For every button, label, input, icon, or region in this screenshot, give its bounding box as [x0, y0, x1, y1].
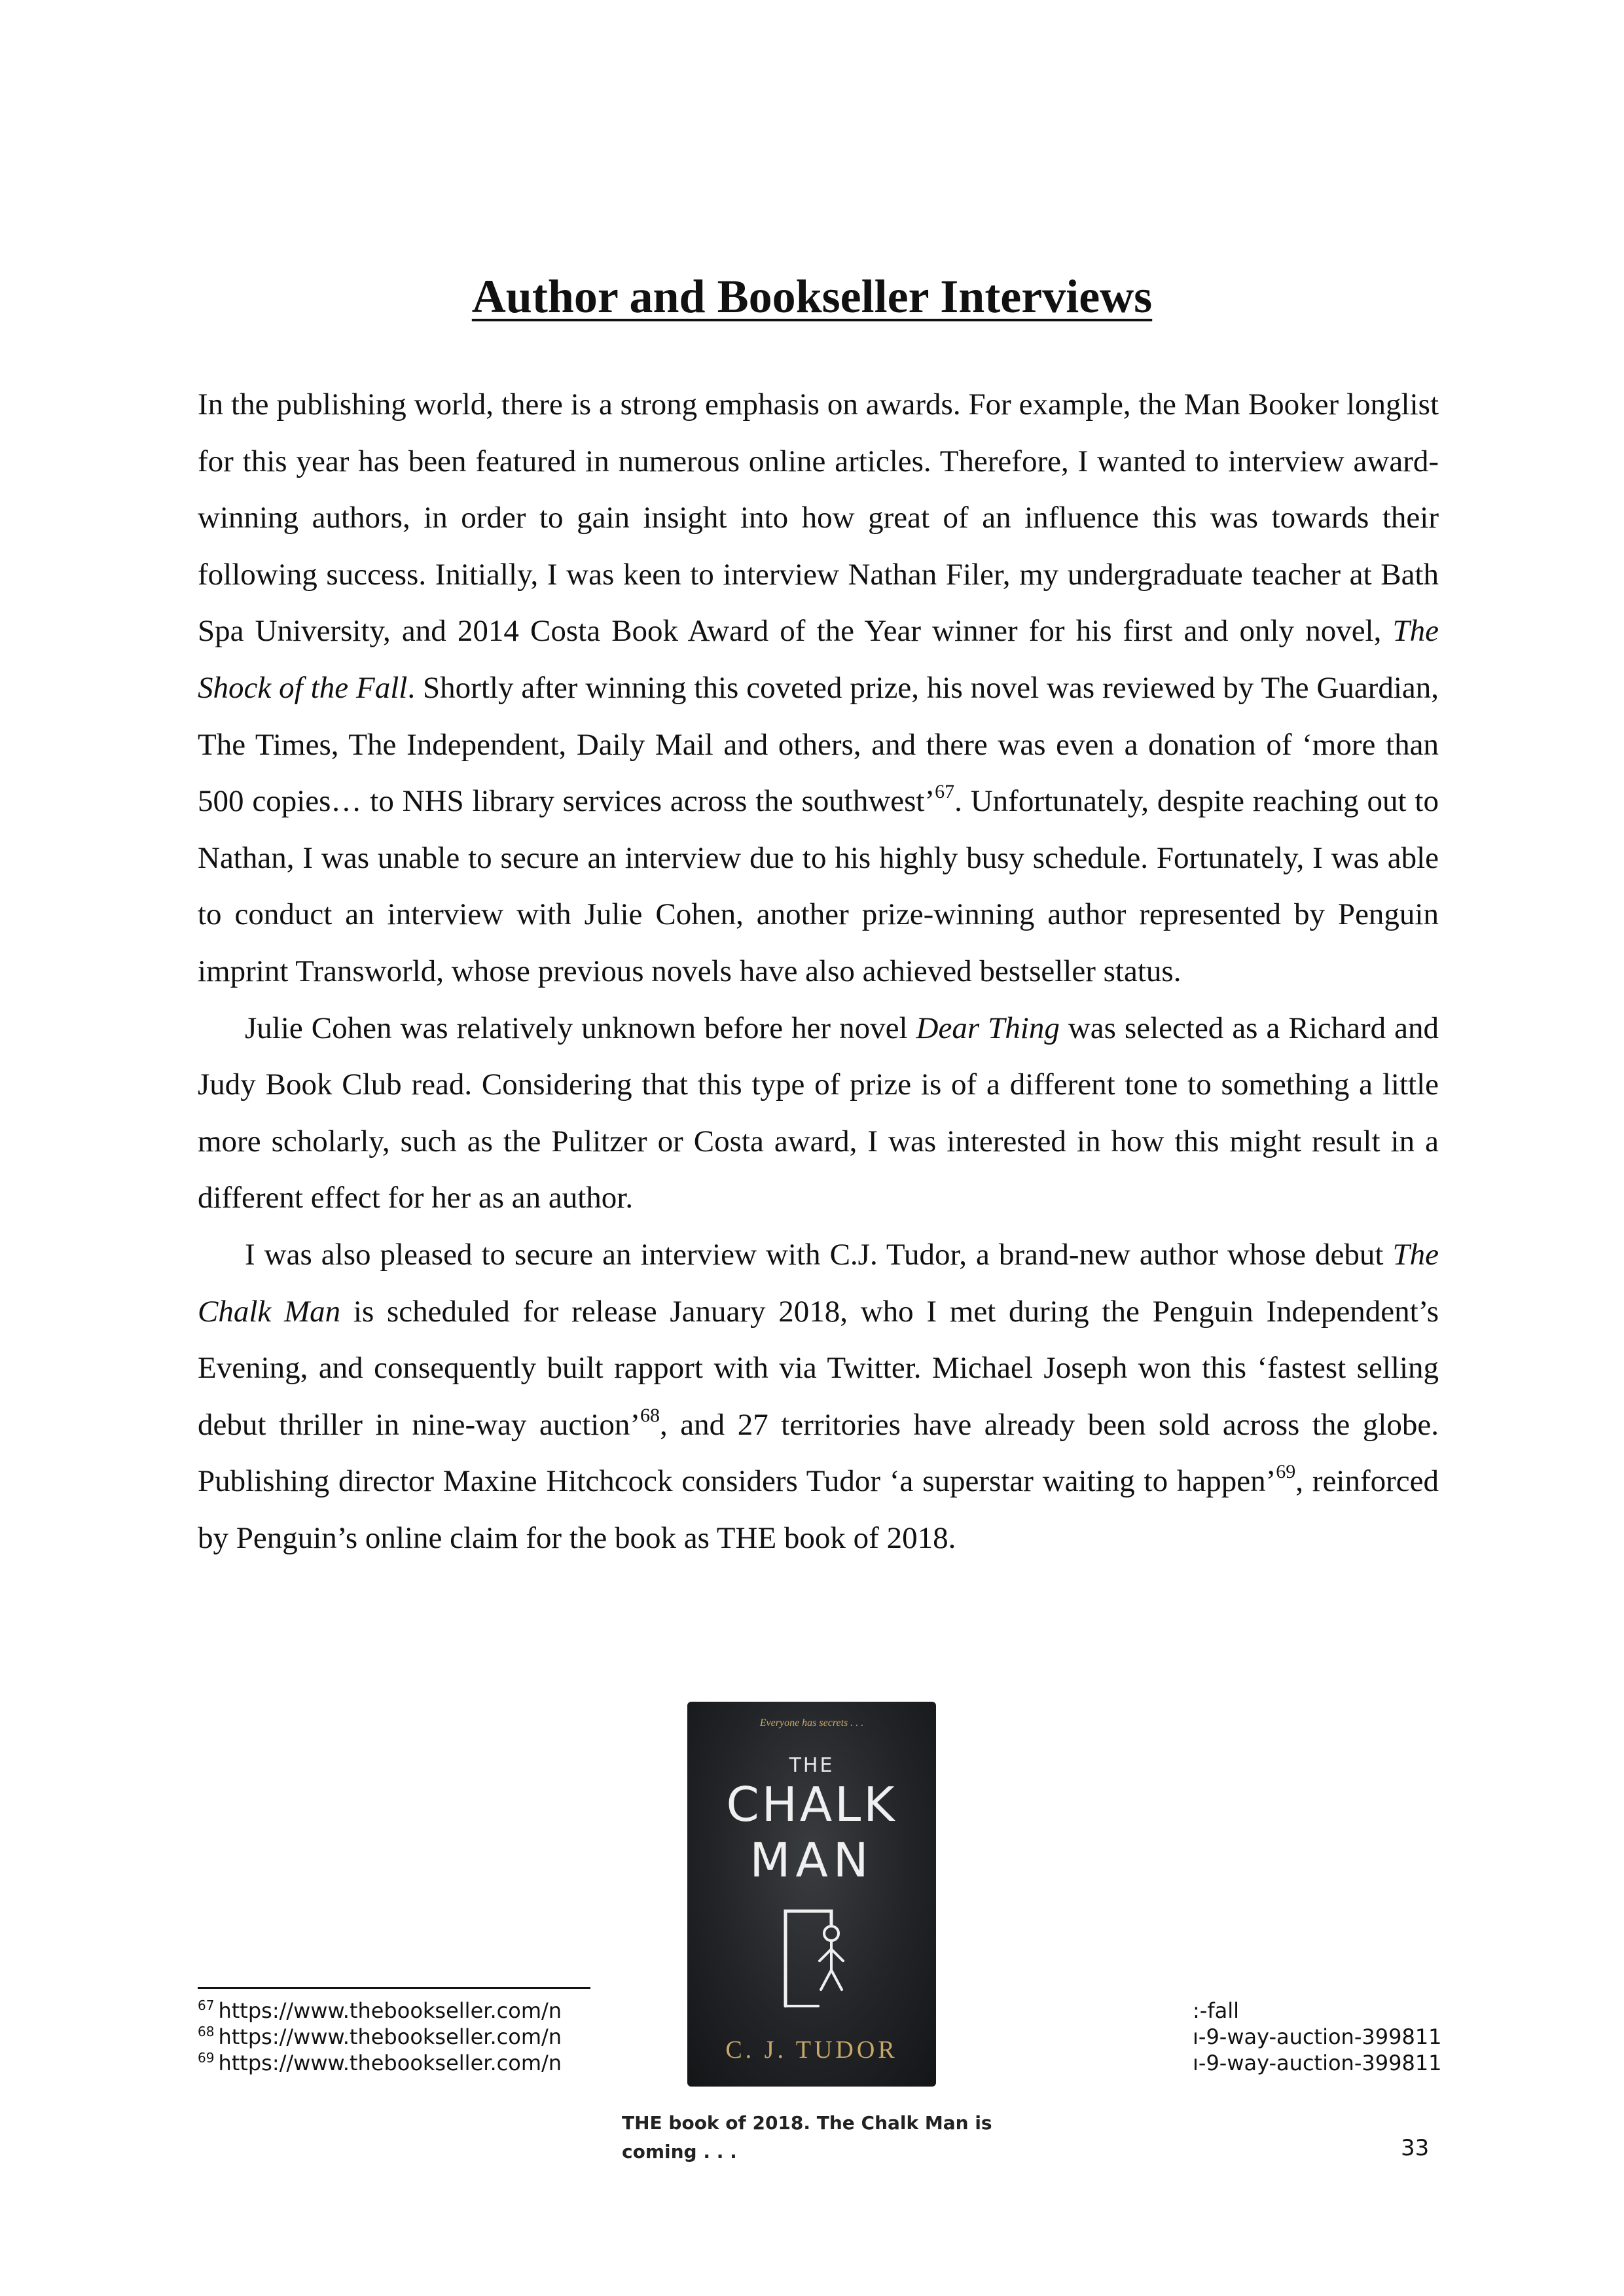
page-number: 33	[1401, 2135, 1430, 2161]
footnote-url-start: https://www.thebookseller.com/n	[218, 1998, 562, 2023]
paragraph-1	[198, 376, 1439, 1000]
footnote-67-link[interactable]	[198, 1998, 562, 2024]
footnote-69-url-end: ı-9-way-auction-399811	[1193, 2051, 1442, 2075]
cover-tagline: Everyone has secrets . . .	[759, 1717, 864, 1729]
footnote-68-link[interactable]	[198, 2024, 562, 2050]
footnote-ref-69: 69	[1276, 1461, 1296, 1483]
footnote-69-link[interactable]	[198, 2050, 562, 2076]
cover-title-man: MAN	[749, 1833, 874, 1888]
footnote-divider	[198, 1987, 590, 1989]
footnote-url-start: https://www.thebookseller.com/n	[218, 2051, 562, 2075]
paragraph-3-text-a: I was also pleased to secure an interview with C.J. Tudor, a brand-new author whose debut	[245, 1237, 1393, 1272]
book-title-shock-of-the-fall: The Shock of the Fall	[198, 614, 1439, 705]
paragraph-3	[198, 1227, 1439, 1567]
footnote-67-url-end: :-fall	[1193, 1998, 1239, 2023]
paragraph-2-text-a: Julie Cohen was relatively unknown before her novel	[245, 1011, 916, 1045]
image-caption: THE book of 2018. The Chalk Man is coming . . .	[622, 2112, 992, 2162]
paragraph-3-text-c: , and 27 territories have already been sold across the globe. Publishing director Maxine Hitchcock considers Tudor ‘a superstar waiting to happen’	[198, 1407, 1439, 1499]
footnote-ref-68: 68	[640, 1404, 660, 1426]
page-title: Author and Bookseller Interviews	[471, 270, 1153, 323]
body-text	[198, 376, 1439, 1566]
cover-title-chalk: CHALK	[726, 1777, 897, 1832]
paragraph-2	[198, 1000, 1439, 1227]
cover-title-the: THE	[789, 1754, 835, 1777]
hangman-chalk-drawing-icon	[779, 1905, 851, 2009]
footnote-68-url-end: ı-9-way-auction-399811	[1193, 2024, 1442, 2049]
footnote-number: 68	[198, 2024, 215, 2039]
paragraph-2-text-b: was selected as a Richard and Judy Book Club read. Considering that this type of prize is of a different tone to something a little more scholarly, such as the Pulitzer or Costa award, I was interested in how this might result in a different effect for her as an author.	[198, 1011, 1439, 1215]
footnote-url-start: https://www.thebookseller.com/n	[218, 2024, 562, 2049]
book-cover-image	[687, 1702, 936, 2087]
cover-author: C. J. TUDOR	[725, 2036, 898, 2064]
book-title-dear-thing: Dear Thing	[916, 1011, 1060, 1045]
paragraph-3-text-d: , reinforced by Penguin’s online claim for the book as THE book of 2018.	[198, 1464, 1439, 1555]
paragraph-3-text-b: is scheduled for release January 2018, who I met during the Penguin Independent’s Evening, and consequently built rapport with via Twitter. Michael Joseph won this ‘fastest selling debut thriller in nine-way auction’	[198, 1294, 1439, 1442]
footnote-ref-67: 67	[935, 781, 955, 803]
footnote-number: 67	[198, 1998, 215, 2013]
footnote-number: 69	[198, 2050, 215, 2066]
book-title-chalk-man: The Chalk Man	[198, 1237, 1439, 1329]
paragraph-1-text-c: . Unfortunately, despite reaching out to Nathan, I was unable to secure an interview due to his highly busy schedule. Fortunately, I was able to conduct an interview with Julie Cohen, another prize-winning author represented by Penguin imprint Transworld, whose previous novels have also achieved bestseller status.	[198, 784, 1439, 988]
paragraph-1-text-a: In the publishing world, there is a strong emphasis on awards. For example, the Man Booker longlist for this year has been featured in numerous online articles. Therefore, I wanted to interview award-winning authors, in order to gain insight into how great of an influence this was towards their following success. Initially, I was keen to interview Nathan Filer, my undergraduate teacher at Bath Spa University, and 2014 Costa Book Award of the Year winner for his first and only novel,	[198, 387, 1439, 649]
paragraph-1-text-b: . Shortly after winning this coveted prize, his novel was reviewed by The Guardian, The Times, The Independent, Daily Mail and others, and there was even a donation of ‘more than 500 copies… to NHS library services across the southwest’	[198, 670, 1439, 819]
